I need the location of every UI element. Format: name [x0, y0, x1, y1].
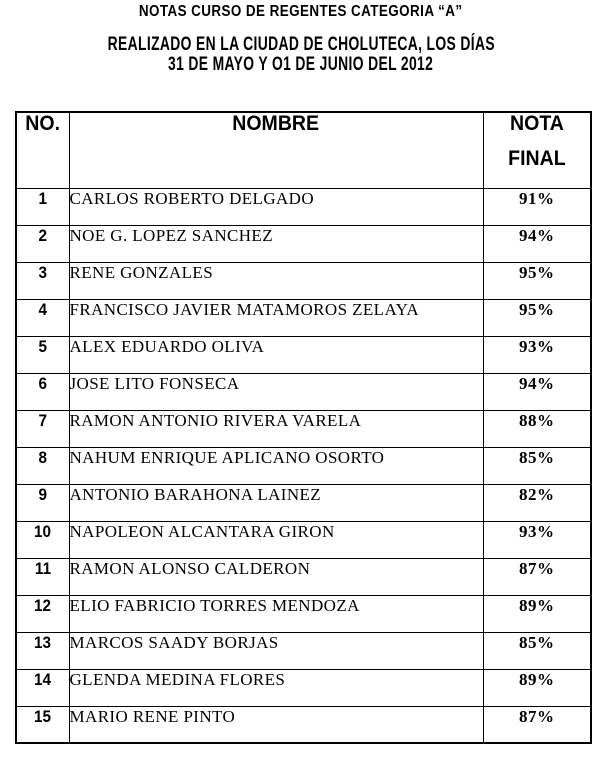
row-number-cell — [16, 632, 69, 669]
row-number-cell — [16, 558, 69, 595]
table-row — [16, 188, 591, 225]
row-number-cell — [16, 336, 69, 373]
document-subtitle-line1 — [0, 34, 602, 56]
column-header-nombre — [69, 112, 483, 188]
row-number: 12 — [34, 595, 52, 615]
table-row — [16, 299, 591, 336]
document-title-text: NOTAS CURSO DE REGENTES CATEGORIA “A” — [139, 3, 463, 20]
name-cell: ELIO FABRICIO TORRES MENDOZA — [69, 595, 483, 632]
row-number: 1 — [38, 188, 48, 208]
table-row — [16, 632, 591, 669]
grade-cell: 82% — [483, 484, 591, 521]
grade-cell: 89% — [483, 669, 591, 706]
grade-cell: 85% — [483, 447, 591, 484]
column-header-nombre-label: NOMBRE — [232, 112, 320, 135]
row-number: 6 — [38, 373, 48, 393]
grade-cell: 88% — [483, 410, 591, 447]
table-row — [16, 521, 591, 558]
table-row — [16, 447, 591, 484]
row-number: 2 — [38, 225, 48, 245]
row-number-cell — [16, 410, 69, 447]
row-number-cell — [16, 373, 69, 410]
row-number-cell — [16, 484, 69, 521]
table-body — [16, 188, 591, 743]
row-number-cell — [16, 262, 69, 299]
row-number-cell — [16, 521, 69, 558]
row-number: 3 — [38, 262, 48, 282]
row-number-cell — [16, 595, 69, 632]
grade-cell: 94% — [483, 373, 591, 410]
column-header-nota-final — [483, 112, 591, 188]
row-number: 11 — [34, 558, 51, 578]
document-title — [0, 3, 602, 21]
grade-cell: 94% — [483, 225, 591, 262]
table-row — [16, 484, 591, 521]
table-row — [16, 410, 591, 447]
row-number: 8 — [38, 447, 48, 467]
row-number-cell — [16, 706, 69, 743]
name-cell: RAMON ANTONIO RIVERA VARELA — [69, 410, 483, 447]
table-row — [16, 669, 591, 706]
table-row — [16, 595, 591, 632]
document-subtitle-line2-text: 31 DE MAYO Y O1 DE JUNIO DEL 2012 — [168, 54, 434, 75]
table-row — [16, 336, 591, 373]
table-row — [16, 262, 591, 299]
table-row — [16, 558, 591, 595]
grade-cell: 91% — [483, 188, 591, 225]
row-number-cell — [16, 188, 69, 225]
column-header-final-label: FINAL — [507, 147, 566, 170]
name-cell: CARLOS ROBERTO DELGADO — [69, 188, 483, 225]
name-cell: GLENDA MEDINA FLORES — [69, 669, 483, 706]
name-cell: NAHUM ENRIQUE APLICANO OSORTO — [69, 447, 483, 484]
row-number: 14 — [34, 669, 52, 689]
header-row — [16, 112, 591, 188]
grade-cell: 87% — [483, 558, 591, 595]
document-subtitle-line1-text: REALIZADO EN LA CIUDAD DE CHOLUTECA, LOS DÍAS — [107, 34, 495, 55]
name-cell: MARIO RENE PINTO — [69, 706, 483, 743]
column-header-nota-label: NOTA — [509, 112, 564, 135]
row-number-cell — [16, 225, 69, 262]
row-number: 4 — [38, 299, 48, 319]
row-number-cell — [16, 447, 69, 484]
grade-cell: 85% — [483, 632, 591, 669]
grade-cell: 95% — [483, 299, 591, 336]
row-number: 10 — [34, 521, 52, 541]
grade-cell: 93% — [483, 336, 591, 373]
name-cell: ANTONIO BARAHONA LAINEZ — [69, 484, 483, 521]
row-number-cell — [16, 669, 69, 706]
name-cell: NOE G. LOPEZ SANCHEZ — [69, 225, 483, 262]
row-number: 9 — [38, 484, 48, 504]
column-header-no-label: NO. — [25, 112, 61, 135]
name-cell: JOSE LITO FONSECA — [69, 373, 483, 410]
name-cell: FRANCISCO JAVIER MATAMOROS ZELAYA — [69, 299, 483, 336]
row-number: 13 — [34, 632, 52, 652]
table-row — [16, 373, 591, 410]
name-cell: ALEX EDUARDO OLIVA — [69, 336, 483, 373]
row-number: 5 — [38, 336, 48, 356]
document-subtitle-line2 — [0, 54, 602, 76]
grade-cell: 95% — [483, 262, 591, 299]
name-cell: RENE GONZALES — [69, 262, 483, 299]
row-number: 7 — [38, 410, 48, 430]
row-number-cell — [16, 299, 69, 336]
grade-cell: 87% — [483, 706, 591, 743]
grade-cell: 93% — [483, 521, 591, 558]
name-cell: MARCOS SAADY BORJAS — [69, 632, 483, 669]
grade-cell: 89% — [483, 595, 591, 632]
name-cell: RAMON ALONSO CALDERON — [69, 558, 483, 595]
name-cell: NAPOLEON ALCANTARA GIRON — [69, 521, 483, 558]
table-row — [16, 706, 591, 743]
grades-table — [15, 111, 592, 744]
table-header — [16, 112, 591, 188]
table-row — [16, 225, 591, 262]
column-header-no — [16, 112, 69, 188]
row-number: 15 — [34, 706, 52, 726]
